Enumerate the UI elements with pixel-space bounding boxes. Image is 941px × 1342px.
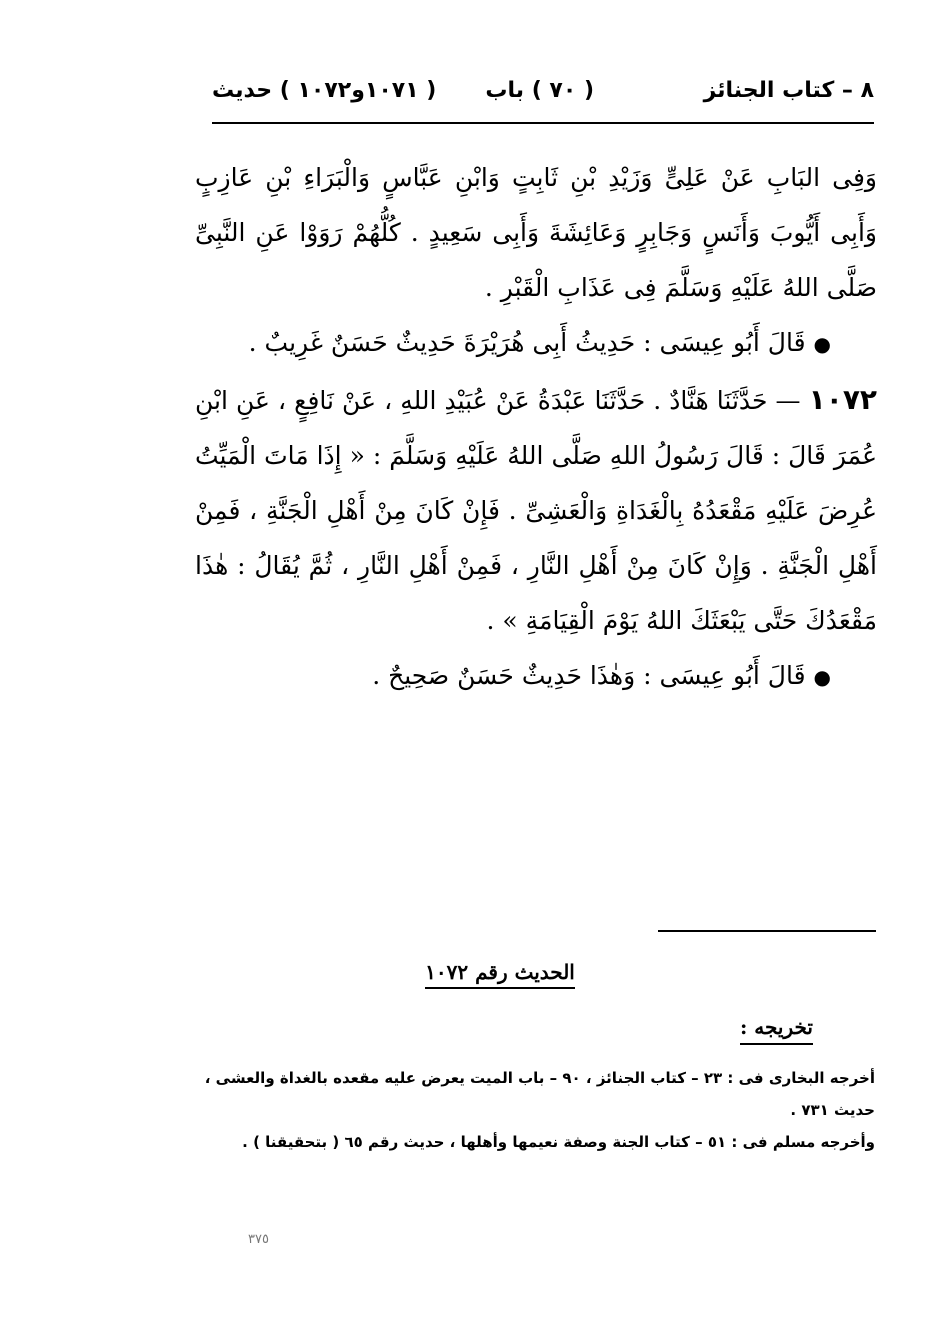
header-hadith-range: ( ١٠٧١و١٠٧٢ ) حديث (212, 78, 437, 103)
footnote-title (300, 960, 700, 984)
footnote-line-muslim: وأخرجه مسلم فى : ٥١ – كتاب الجنة وصفة نعيمها وأهلها ، حديث رقم ٦٥ ( بتحقيقنا ) . (242, 1133, 875, 1151)
footnote-title-text: الحديث رقم ١٠٧٢ (425, 960, 575, 989)
abu-isa-comment-1-text: قَالَ أَبُو عِيسَى : حَدِيثُ أَبِى هُرَيْرَةَ حَدِيثٌ حَسَنٌ غَرِيبٌ . (248, 328, 806, 357)
footnote-line-bukhari: أخرجه البخارى فى : ٢٣ – كتاب الجنائز ، ٩٠ – باب الميت يعرض عليه مقعده بالغداة والعشى ، حديث ٧٣١ . (204, 1069, 875, 1119)
running-header (212, 72, 874, 120)
footnote-heading-text: تخريجه : (740, 1015, 813, 1045)
main-text (195, 150, 877, 705)
header-book-title: ٨ – كتاب الجنائز (703, 78, 874, 103)
footnote-text (195, 1062, 875, 1158)
abu-isa-comment-2 (195, 648, 877, 705)
header-chapter: ( ٧٠ ) باب (485, 78, 594, 103)
hadith-number: ١٠٧٢ (808, 383, 877, 416)
hadith-1072-text: — حَدَّثَنَا هَنَّادٌ . حَدَّثَنَا عَبْدَةُ عَنْ عُبَيْدِ اللهِ ، عَنْ نَافِعٍ ، عَنِ ابْنِ عُمَرَ قَالَ : قَالَ رَسُولُ اللهِ صَلَّى اللهُ عَلَيْهِ وَسَلَّمَ : « إِذَا مَاتَ الْمَيِّتُ عُرِضَ عَلَيْهِ مَقْعَدُهُ بِالْغَدَاةِ وَالْعَشِىِّ . فَإِنْ كَانَ مِنْ أَهْلِ الْجَنَّةِ ، فَمِنْ أَهْلِ الْجَنَّةِ . وَإِنْ كَانَ مِنْ أَهْلِ النَّارِ ، فَمِنْ أَهْلِ النَّارِ ، ثُمَّ يُقَالُ : هٰذَا مَقْعَدُكَ حَتَّى يَبْعَثَكَ اللهُ يَوْمَ الْقِيَامَةِ » . (195, 386, 877, 635)
bullet-icon: ● (813, 665, 831, 689)
footnote-rule (658, 930, 876, 932)
paragraph-on-the-chapter: وَفِى البَابِ عَنْ عَلِىٍّ وَزَيْدِ بْنِ ثَابِتٍ وَابْنِ عَبَّاسٍ وَالْبَرَاءِ بْنِ عَازِبٍ وَأَبِى أَيُّوبَ وَأَنَسٍ وَجَابِرٍ وَعَائِشَةَ وَأَبِى سَعِيدٍ . كُلُّهُمْ رَوَوْا عَنِ النَّبِىِّ صَلَّى اللهُ عَلَيْهِ وَسَلَّمَ فِى عَذَابِ الْقَبْرِ . (195, 163, 877, 302)
abu-isa-comment-1 (195, 315, 877, 372)
abu-isa-comment-2-text: قَالَ أَبُو عِيسَى : وَهٰذَا حَدِيثٌ حَسَنٌ صَحِيحٌ . (372, 661, 806, 690)
page-number: ٣٧٥ (248, 1232, 269, 1247)
bullet-icon: ● (813, 332, 831, 356)
hadith-1072 (195, 372, 877, 648)
header-rule (212, 122, 874, 124)
footnote-heading (740, 1015, 813, 1039)
